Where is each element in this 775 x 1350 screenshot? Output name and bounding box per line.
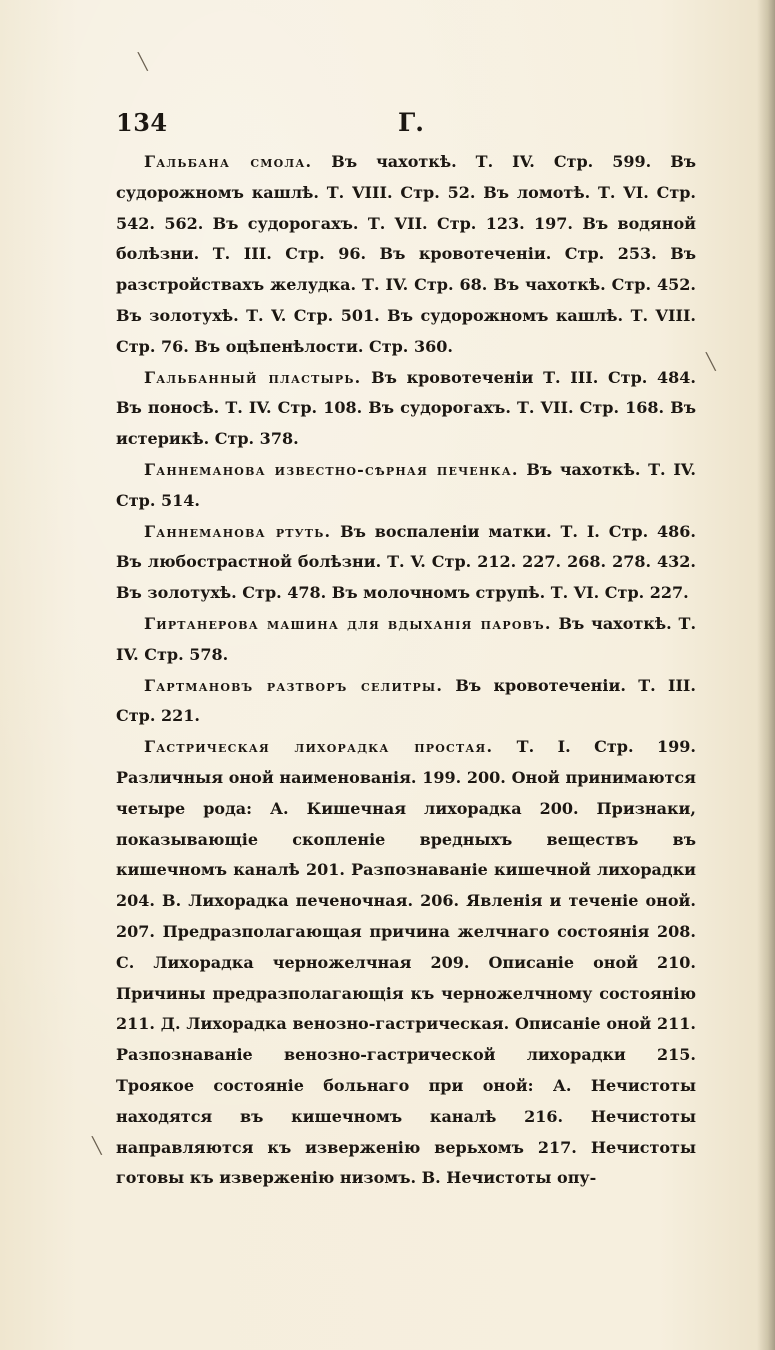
index-entry xyxy=(116,732,696,1194)
page-number: 134 xyxy=(116,108,168,137)
entry-term: Гастрическая лихорадка простая. xyxy=(144,737,494,757)
speck-mark: ╲ xyxy=(92,1136,102,1155)
page-spine-shadow xyxy=(757,0,775,1350)
entry-text: Т. I. Стр. 199. Различныя оной наименованія. 199. 200. Оной принимаются четыре рода: А. Кишечная лихорадка 200. Признаки, показывающіе скопленіе вредныхъ веществъ въ кишечномъ каналѣ 201. Разпознаваніе кишечной лихорадки 204. В. Лихорадка печеночная. 206. Явленія и теченіе оной. 207. Предразполагающая причина желчнаго состоянія 208. С. Лихорадка черножелчная 209. Описаніе оной 210. Причины предразполагающія къ черножелчному состоянію 211. Д. Лихорадка венозно-гастрическая. Описаніе оной 211. Разпознаваніе венозно-гастрической лихорадки 215. Троякое состояніе больнаго при оной: А. Нечистоты находятся въ кишечномъ каналѣ 216. Нечистоты направляются къ изверженію верьхомъ 217. Нечистоты готовы къ изверженію низомъ. В. Нечистоты опу- xyxy=(116,737,696,1188)
entry-term: Гальбанный пластырь. xyxy=(144,367,362,387)
index-entry xyxy=(116,517,696,609)
entry-text: Въ воспаленіи матки. Т. I. Стр. 486. Въ любострастной болѣзни. Т. V. Стр. 212. 227. 268. 278. 432. Въ золотухѣ. Стр. 478. Въ молочномъ струпѣ. Т. VI. Стр. 227. xyxy=(116,521,697,603)
running-head: Г. xyxy=(398,108,424,137)
entry-text: Въ чахоткѣ. Т. IV. Стр. 514. xyxy=(116,459,696,510)
entry-text: Въ кровотеченіи. Т. III. Стр. 221. xyxy=(116,675,696,726)
entry-term: Ганнеманова ртуть. xyxy=(144,521,332,541)
speck-mark: ╲ xyxy=(706,352,716,371)
index-entry xyxy=(116,363,696,455)
index-entry xyxy=(116,147,696,363)
index-text xyxy=(116,147,696,1194)
entry-text: Въ кровотеченіи Т. III. Стр. 484. Въ поносѣ. Т. IV. Стр. 108. Въ судорогахъ. Т. VII. Стр. 168. Въ истерикѣ. Стр. 378. xyxy=(116,367,696,449)
entry-text: Въ чахоткѣ. Т. IV. Стр. 599. Въ судорожномъ кашлѣ. Т. VIII. Стр. 52. Въ ломотѣ. Т. VI. Стр. 542. 562. Въ судорогахъ. Т. VII. Стр. 123. 197. Въ водяной болѣзни. Т. III. Стр. 96. Въ кровотеченіи. Стр. 253. Въ разстройствахъ желудка. Т. IV. Стр. 68. Въ чахоткѣ. Стр. 452. Въ золотухѣ. Т. V. Стр. 501. Въ судорожномъ кашлѣ. Т. VIII. Стр. 76. Въ оцѣпенѣлости. Стр. 360. xyxy=(116,152,696,356)
entry-term: Гальбана смола. xyxy=(144,152,313,171)
index-entry xyxy=(116,671,696,733)
entry-term: Ганнеманова известно-сѣрная печенка. xyxy=(144,459,519,479)
entry-term: Гиртанерова машина для вдыханія паровъ. xyxy=(144,613,552,633)
entry-text: Въ чахоткѣ. Т. IV. Стр. 578. xyxy=(116,613,697,664)
speck-mark: ╲ xyxy=(138,52,148,71)
page-header xyxy=(116,108,696,144)
entry-term: Гартмановъ разтворъ селитры. xyxy=(144,675,444,695)
index-entry xyxy=(116,455,696,517)
index-entry xyxy=(116,609,696,671)
